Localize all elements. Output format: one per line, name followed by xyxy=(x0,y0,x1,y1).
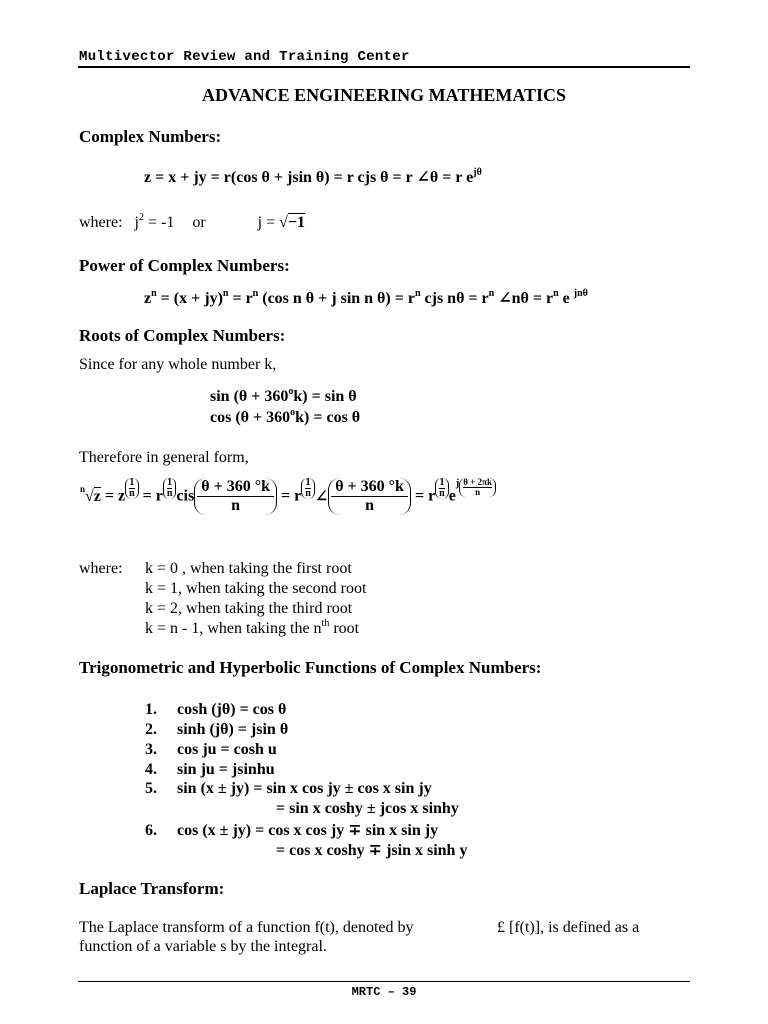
sqrt-symbol: √ xyxy=(279,214,288,231)
trig-item-2: 2. sinh (jθ) = jsin θ xyxy=(145,721,289,738)
roots-intro: Since for any whole number k, xyxy=(79,356,277,373)
trig-item-5-cont: = sin x coshy ± jcos x sinhy xyxy=(276,800,459,817)
equation-sin-periodic: $\sin (\theta + 360^ok) = \sin \theta$ xyxy=(210,386,357,405)
equation-cos-periodic: $\cos (\theta + 360^ok) = \cos \theta$ xyxy=(210,407,361,426)
equation-power: $z^n = (x + jy)^n = r^n$ (cos n θ + j sin n $\theta) = r^n$ cjs $n\theta = r^n$ ∠nθ = $r^n$ e $^{jn\theta}$ xyxy=(144,288,588,307)
case-kn: k = n - 1, when taking the $n^{th}$ root xyxy=(145,618,360,637)
where-j-definition: where: $j^2 = -1$ or j = √−1 xyxy=(79,212,306,231)
section-heading-laplace: Laplace Transform: xyxy=(79,879,225,898)
footer-rule xyxy=(78,981,690,982)
header-org: Multivector Review and Training Center xyxy=(79,49,410,65)
trig-item-6-cont: = cos x coshy ∓ jsin x sinh y xyxy=(276,842,468,859)
section-heading-complex: Complex Numbers: xyxy=(79,127,222,146)
section-heading-trig-hyperbolic: Trigonometric and Hyperbolic Functions of Complex Numbers: xyxy=(79,658,542,677)
case-k0: k = 0 , when taking the first root xyxy=(145,560,352,577)
laplace-text-line1b: £ [f(t)], is defined as a xyxy=(497,919,640,936)
trig-item-4: 4. sin ju = jsinhu xyxy=(145,761,275,778)
case-k1: k = 1, when taking the second root xyxy=(145,580,367,597)
section-heading-roots: Roots of Complex Numbers: xyxy=(79,326,286,345)
cases-where-label: where: xyxy=(79,560,123,577)
trig-item-1: 1. cosh (jθ) = cos θ xyxy=(145,701,287,718)
equation-complex-forms: z = x + jy = r(cos θ + jsin θ) = r cjs θ = r ∠θ = r $e^{j\theta}$ xyxy=(144,167,482,186)
page-number: MRTC – 39 xyxy=(351,985,417,999)
trig-item-6: 6. cos (x ± jy) = cos x cos jy ∓ sin x sin jy xyxy=(145,822,439,839)
trig-item-5: 5. sin (x ± jy) = sin x cos jy ± cos x sin jy xyxy=(145,780,432,797)
equation-roots-general: n √z = z $\frac{1}{n}$ = r $\frac{1}{n}$ cis $\frac{\theta + 360 ^\circ k}{n}$ = r $\frac{1}{n}$ ∠ $\frac{\theta + 360 ^\circ k}{n}$ = r $\frac{1}{n}$ $e^j$ $\frac{\theta + 2\pi k}{n}$ xyxy=(79,478,496,538)
trig-item-3: 3. cos ju = cosh u xyxy=(145,741,277,758)
page-title: ADVANCE ENGINEERING MATHEMATICS xyxy=(201,85,567,105)
general-form-intro: Therefore in general form, xyxy=(79,449,249,466)
laplace-text-line2: function of a variable s by the integral. xyxy=(79,938,327,955)
case-k2: k = 2, when taking the third root xyxy=(145,600,353,617)
section-heading-power: Power of Complex Numbers: xyxy=(79,256,290,275)
header-rule xyxy=(78,66,690,68)
laplace-text-line1a: The Laplace transform of a function f(t), denoted by xyxy=(79,919,414,936)
